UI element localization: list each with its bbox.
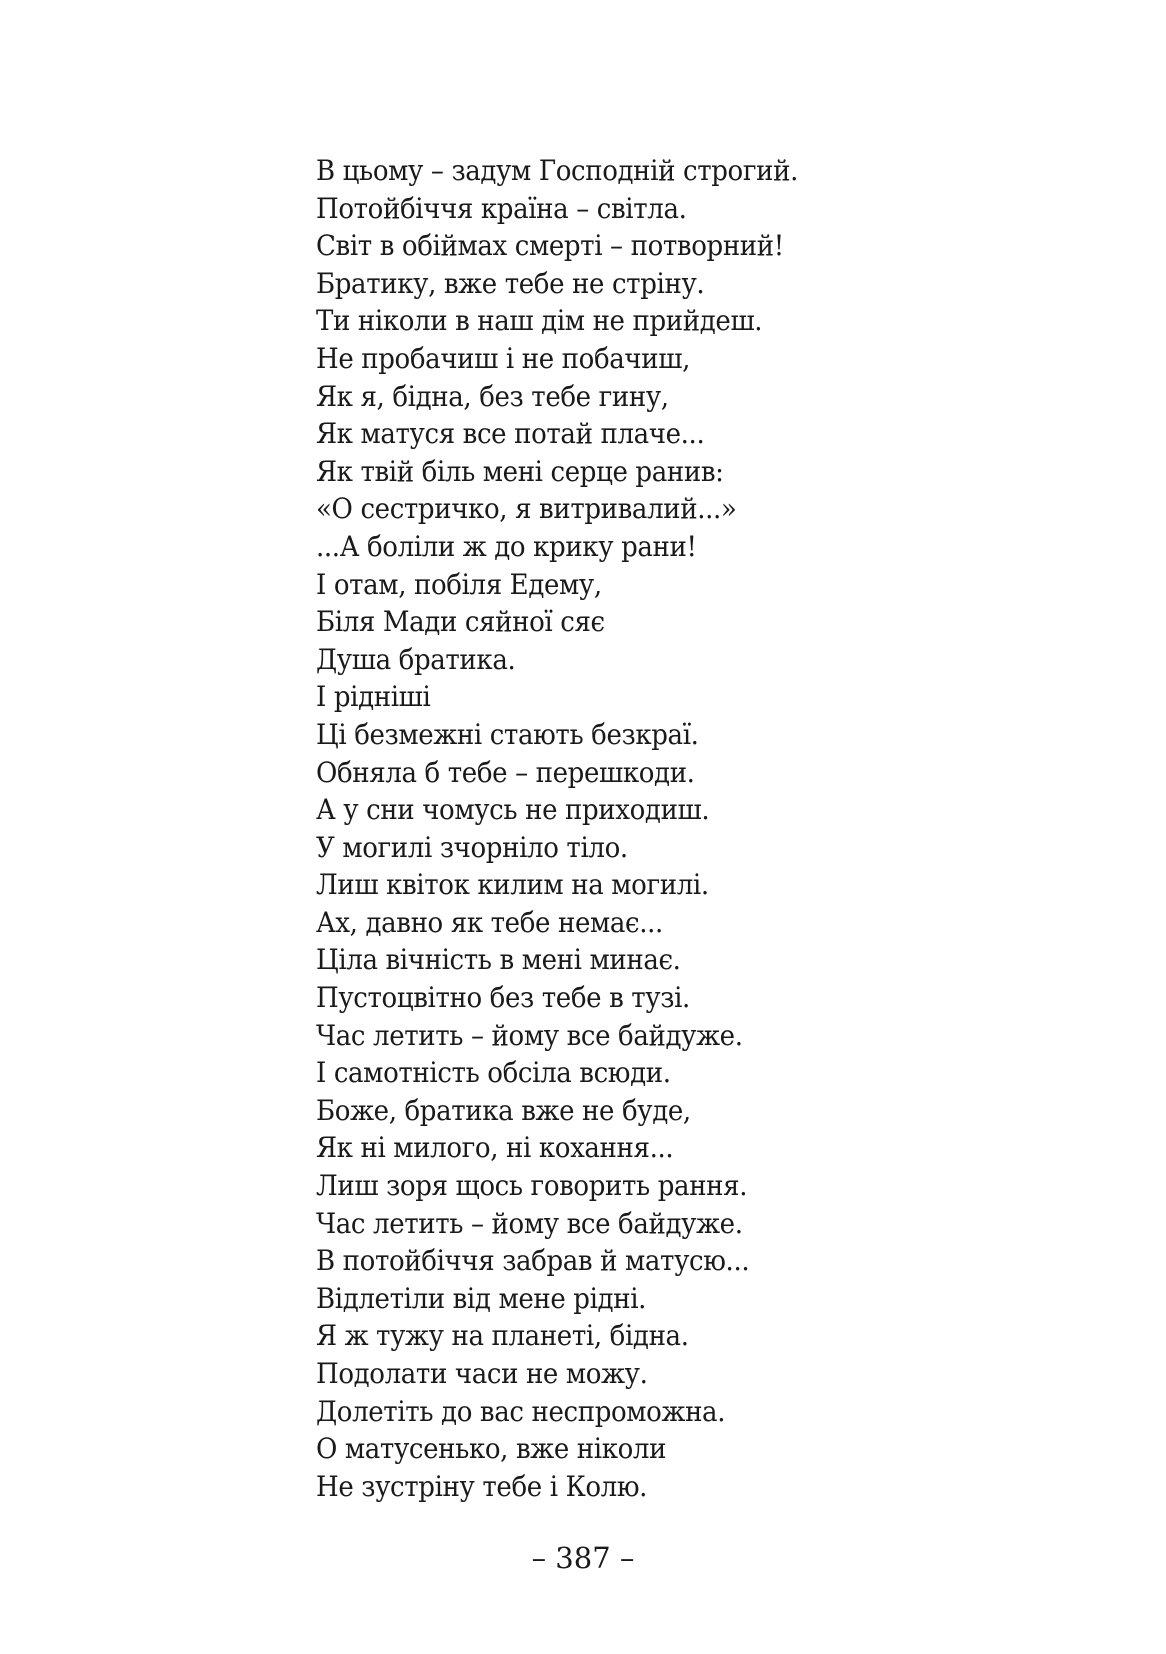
- poem-line: Ціла вічність в мені минає.: [316, 943, 681, 977]
- poem-line: Світ в обіймах смерті – потворний!: [316, 229, 784, 263]
- poem-line: І отам, побіля Едему,: [316, 567, 602, 601]
- poem-line: Як я, бідна, без тебе гину,: [316, 379, 669, 413]
- poem-line: Лиш квіток килим на могилі.: [316, 868, 709, 902]
- poem-line: Час летить – йому все байдуже.: [316, 1018, 743, 1052]
- poem-line: І рідніші: [316, 680, 431, 714]
- poem-line: Як ні милого, ні кохання...: [316, 1131, 674, 1165]
- poem-line: Ах, давно як тебе немає...: [316, 905, 663, 939]
- poem-line: ...А боліли ж до крику рани!: [316, 529, 697, 563]
- poem-line: Братику, вже тебе не стріну.: [316, 266, 705, 300]
- page-number: – 387 –: [531, 1541, 635, 1575]
- poem-line: Ти ніколи в наш дім не прийдеш.: [316, 304, 763, 338]
- poem-line: Не пробачиш і не побачиш,: [316, 341, 691, 375]
- poem-line: А у сни чомусь не приходиш.: [316, 793, 710, 827]
- poem-text: [316, 152, 834, 1505]
- poem-line: Пустоцвітно без тебе в тузі.: [316, 981, 690, 1015]
- poem-line: Лиш зоря щось говорить рання.: [316, 1169, 748, 1203]
- poem-line: Ці безмежні стають безкраї.: [316, 717, 699, 751]
- poem-line: Потойбіччя країна – світла.: [316, 191, 687, 225]
- poem-line: Час летить – йому все байдуже.: [316, 1206, 743, 1240]
- poem-line: Боже, братика вже не буде,: [316, 1093, 691, 1127]
- poem-line: В цьому – задум Господній строгий.: [316, 154, 798, 187]
- poem-line: Долетіть до вас неспроможна.: [316, 1394, 726, 1428]
- poem-line: Як матуся все потай плаче...: [316, 417, 705, 451]
- poem-line: Обняла б тебе – перешкоди.: [316, 755, 695, 789]
- poem-line: Душа братика.: [316, 642, 516, 676]
- poem-line: Відлетіли від мене рідні.: [316, 1281, 647, 1315]
- poem-line: Я ж тужу на планеті, бідна.: [316, 1319, 689, 1353]
- poem-line: «О сестричко, я витривалий...»: [316, 492, 737, 526]
- poem-line: В потойбіччя забрав й матусю...: [316, 1244, 750, 1278]
- poem-line: Біля Мади сяйної сяє: [316, 605, 605, 639]
- poem-line: Не зустріну тебе і Колю.: [316, 1469, 648, 1503]
- poem-line: І самотність обсіла всюди.: [316, 1056, 671, 1090]
- poem-line: Подолати часи не можу.: [316, 1357, 648, 1390]
- poem-line: О матусенько, вже ніколи: [316, 1432, 667, 1466]
- poem-line: Як твій біль мені серце ранив:: [316, 454, 724, 488]
- poem-line: У могилі зчорніло тіло.: [316, 830, 628, 864]
